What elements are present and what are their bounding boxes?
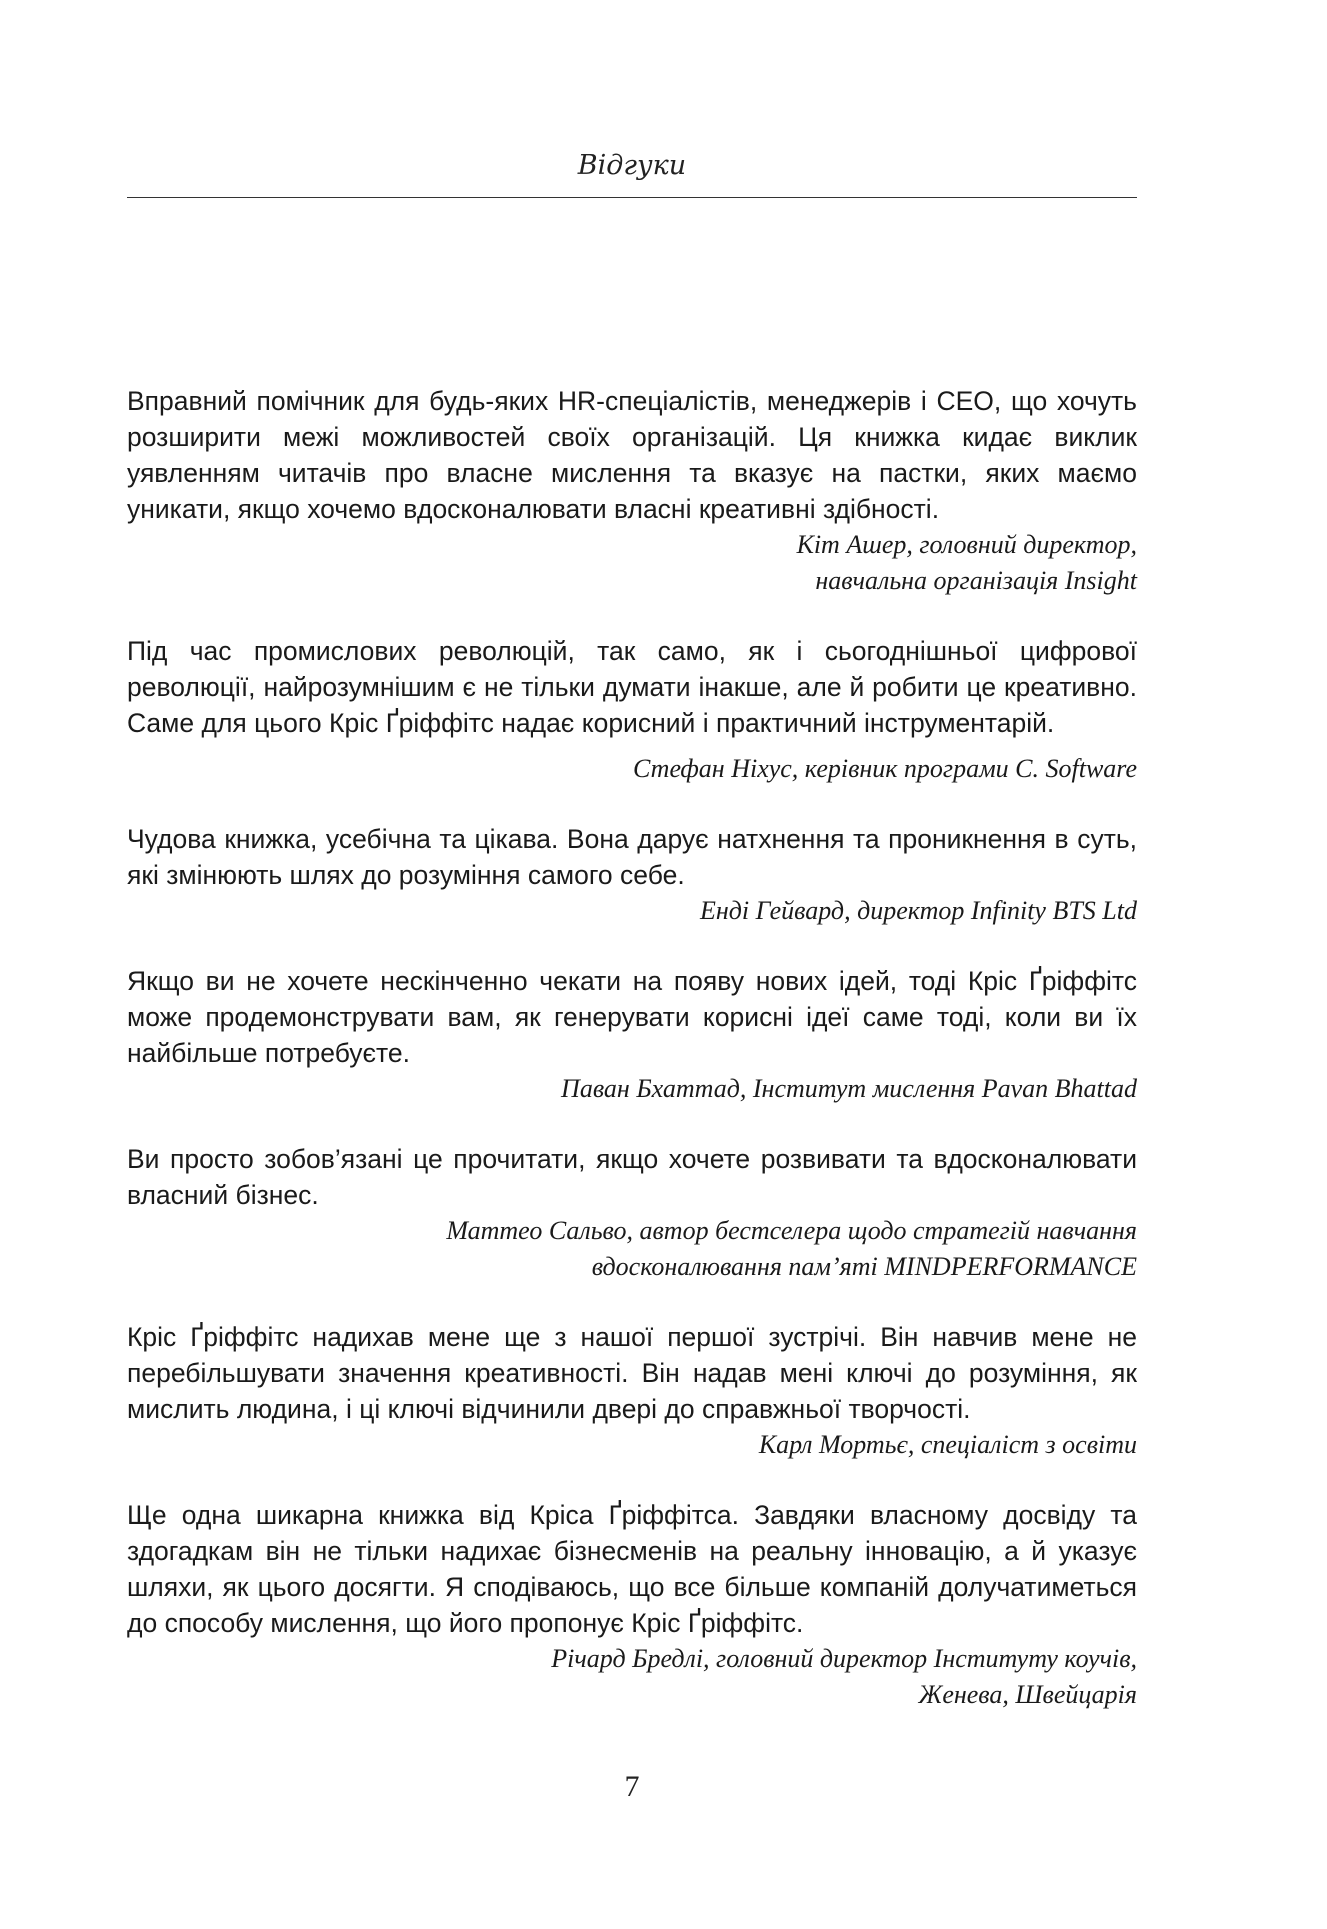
review-attribution — [127, 1213, 1137, 1285]
attribution-line: Паван Бхаттад, Інститут мислення Pavan Bhattad — [561, 1074, 1137, 1103]
running-header: Відгуки — [577, 150, 687, 181]
header-rule — [127, 197, 1137, 198]
review-attribution — [127, 893, 1137, 929]
review-attribution — [127, 1641, 1137, 1713]
review-attribution — [127, 751, 1137, 787]
review-quote — [127, 1497, 1137, 1713]
attribution-line: Карл Мортьє, спеціаліст з освіти — [758, 1430, 1137, 1459]
attribution-line: Енді Гейвард, директор Infinity BTS Ltd — [699, 896, 1137, 925]
review-quote — [127, 383, 1137, 599]
review-attribution — [127, 527, 1137, 599]
attribution-line: Женева, Швейцарія — [918, 1680, 1137, 1709]
review-attribution — [127, 1427, 1137, 1463]
review-text: Ще одна шикарна книжка від Кріса Ґріффітса. Завдяки власному досвіду та здогадкам він не тільки надихає бізнесменів на реальну інновацію, а й указує шляхи, як цього досягти. Я сподіваюсь, що все більше компаній долучатиметься до способу мислення, що його пропонує Кріс Ґріффітс. — [127, 1500, 1137, 1638]
attribution-line: Річард Бредлі, головний директор Інституту коучів, — [551, 1644, 1137, 1673]
review-quote — [127, 1141, 1137, 1285]
review-text: Якщо ви не хочете нескінченно чекати на появу нових ідей, тоді Кріс Ґріффітс може продемонструвати вам, як генерувати корисні ідеї саме тоді, коли ви їх найбільше потребуєте. — [127, 966, 1137, 1068]
attribution-line: Кіт Ашер, головний директор, — [796, 530, 1137, 559]
review-quote — [127, 633, 1137, 787]
review-quote — [127, 1319, 1137, 1463]
review-quote — [127, 821, 1137, 929]
review-text: Під час промислових революцій, так само, як і сьогоднішньої цифрової революції, найрозумнішим є не тільки думати інакше, але й робити це креативно. Саме для цього Кріс Ґріффітс надає корисний і практичний інструментарій. — [127, 636, 1137, 738]
attribution-line: навчальна організація Insight — [815, 566, 1137, 595]
review-attribution — [127, 1071, 1137, 1107]
reviews-list — [127, 383, 1137, 1747]
review-text: Ви просто зобов’язані це прочитати, якщо хочете розвивати та вдосконалювати власний бізнес. — [127, 1144, 1137, 1210]
review-quote — [127, 963, 1137, 1107]
page-number: 7 — [624, 1770, 640, 1803]
review-text: Кріс Ґріффітс надихав мене ще з нашої першої зустрічі. Він навчив мене не перебільшувати значення креативності. Він надав мені ключі до розуміння, як мислить людина, і ці ключі відчинили двері до справжньої творчості. — [127, 1322, 1137, 1424]
review-text: Чудова книжка, усебічна та цікава. Вона дарує натхнення та проникнення в суть, які змінюють шлях до розуміння самого себе. — [127, 824, 1137, 890]
review-text: Вправний помічник для будь-яких HR-спеціалістів, менеджерів і CEO, що хочуть розширити межі можливостей своїх організацій. Ця книжка кидає виклик уявленням читачів про власне мислення та вказує на пастки, яких маємо уникати, якщо хочемо вдосконалювати власні креативні здібності. — [127, 386, 1137, 524]
attribution-line: Стефан Ніхус, керівник програми C. Software — [632, 754, 1137, 783]
attribution-line: вдосконалювання пам’яті MINDPERFORMANCE — [591, 1252, 1137, 1281]
attribution-line: Маттео Сальво, автор бестселера щодо стратегій навчання — [446, 1216, 1137, 1245]
